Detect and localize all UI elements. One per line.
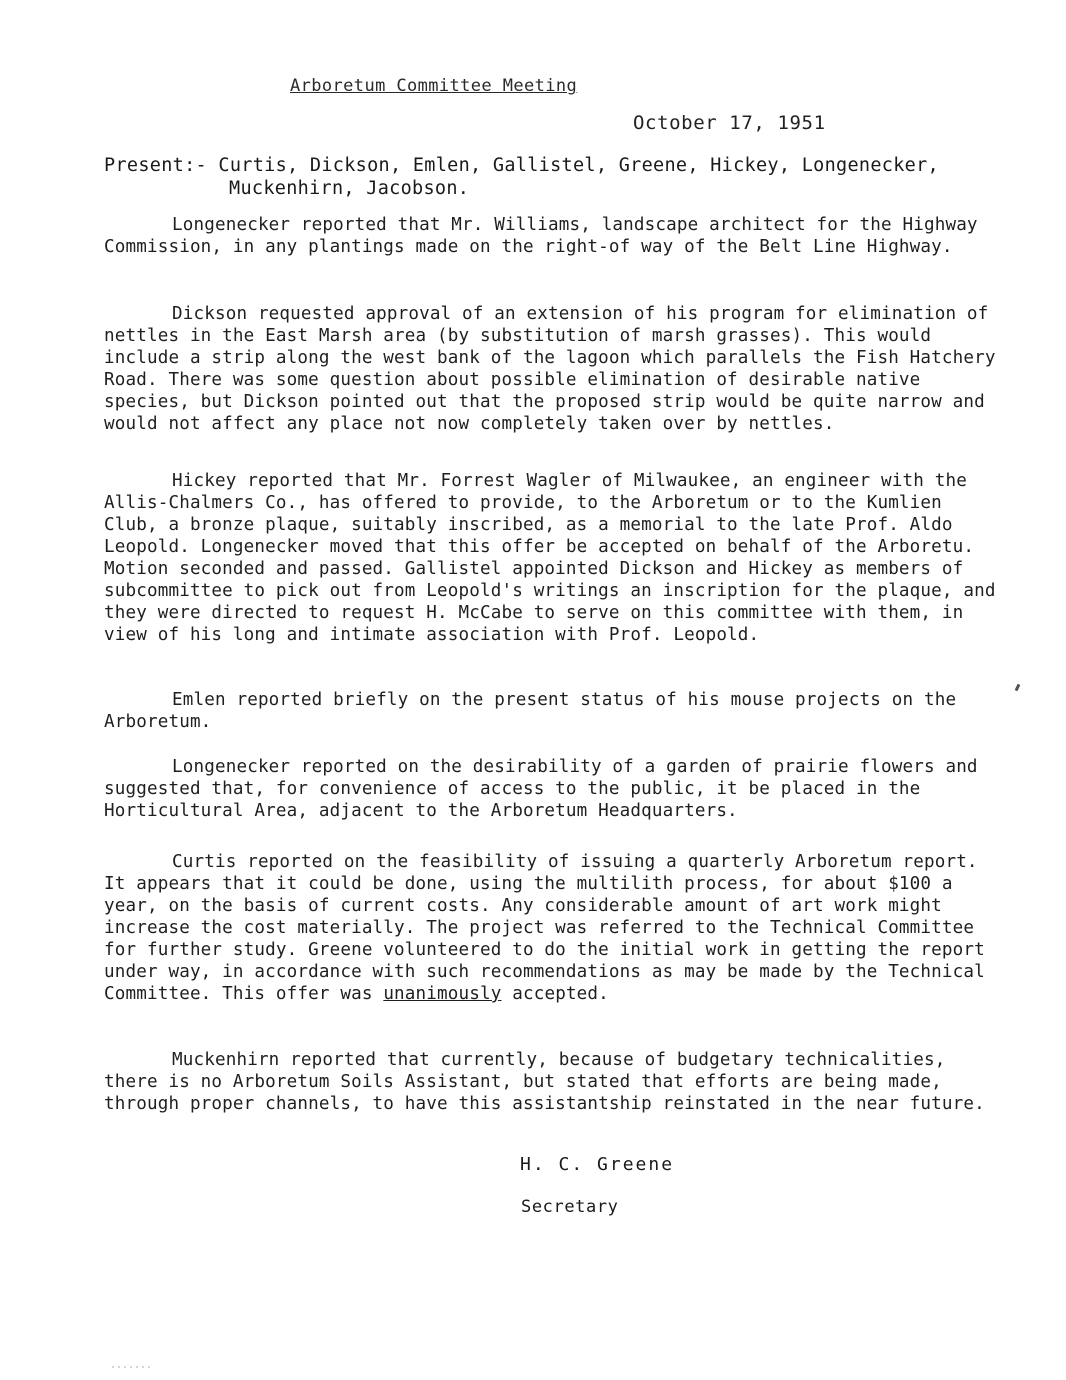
minutes-paragraph-soils-assistant: Muckenhirn reported that currently, because of budgetary technicalities, there is no Arboretum Soils Assistant, but stated that efforts are being made, through proper channels, to have this assistantship reinstated in the near future.: [104, 1050, 985, 1114]
minutes-paragraph-williams: Longenecker reported that Mr. Williams, landscape architect for the Highway Commission, in any plantings made on the right-of way of the Belt Line Highway.: [104, 215, 978, 257]
stray-mark: [1015, 684, 1021, 692]
underlined-word: unanimously: [383, 984, 502, 1004]
scan-speckle: [112, 1366, 152, 1368]
minutes-paragraph-nettles: Dickson requested approval of an extension of his program for elimination of nettles in the East Marsh area (by substitution of marsh grasses). This would include a strip along the west bank of the lagoon which parallels the Fish Hatchery Road. There was some question about possible elimination of desirable native species, but Dickson pointed out that the proposed strip would be quite narrow and would not affect any place not now completely taken over by nettles.: [104, 304, 996, 434]
report-text-before: Curtis reported on the feasibility of issuing a quarterly Arboretum report. It appears that it could be done, using the multilith process, for about $100 a year, on the basis of current costs. Any considerable amount of art work might increase the cost materially. The project was referred to the Technical Committee for further study. Greene volunteered to do the initial work in getting the report under way, in accordance with such recommendations as may be made by the Technical Committee. This offer was: [104, 852, 985, 1004]
signature-name: H. C. Greene: [520, 1154, 675, 1175]
attendance-list: [104, 154, 1034, 200]
minutes-paragraph-prairie-garden: Longenecker reported on the desirability of a garden of prairie flowers and suggested that, for convenience of access to the public, it be placed in the Horticultural Area, adjacent to the Arboretum Headquarters.: [104, 757, 978, 821]
minutes-paragraph-mouse-projects: Emlen reported briefly on the present status of his mouse projects on the Arboretum.: [104, 690, 957, 732]
report-text-after: accepted.: [501, 984, 609, 1004]
document-title: Arboretum Committee Meeting: [290, 76, 578, 96]
attendance-line-1: Present:- Curtis, Dickson, Emlen, Gallistel, Greene, Hickey, Longenecker,: [104, 155, 939, 176]
attendance-line-2: Muckenhirn, Jacobson.: [229, 178, 470, 199]
signature-title: Secretary: [521, 1197, 619, 1217]
meeting-date: October 17, 1951: [633, 112, 826, 134]
minutes-paragraph-quarterly-report: [104, 851, 1004, 1005]
minutes-paragraph-plaque: Hickey reported that Mr. Forrest Wagler of Milwaukee, an engineer with the Allis-Chalmers Co., has offered to provide, to the Arboretum or to the Kumlien Club, a bronze plaque, suitably inscribed, as a memorial to the late Prof. Aldo Leopold. Longenecker moved that this offer be accepted on behalf of the Arboretu. Motion seconded and passed. Gallistel appointed Dickson and Hickey as members of subcommittee to pick out from Leopold's writings an inscription for the plaque, and they were directed to request H. McCabe to serve on this committee with them, in view of his long and intimate association with Prof. Leopold.: [104, 471, 996, 645]
